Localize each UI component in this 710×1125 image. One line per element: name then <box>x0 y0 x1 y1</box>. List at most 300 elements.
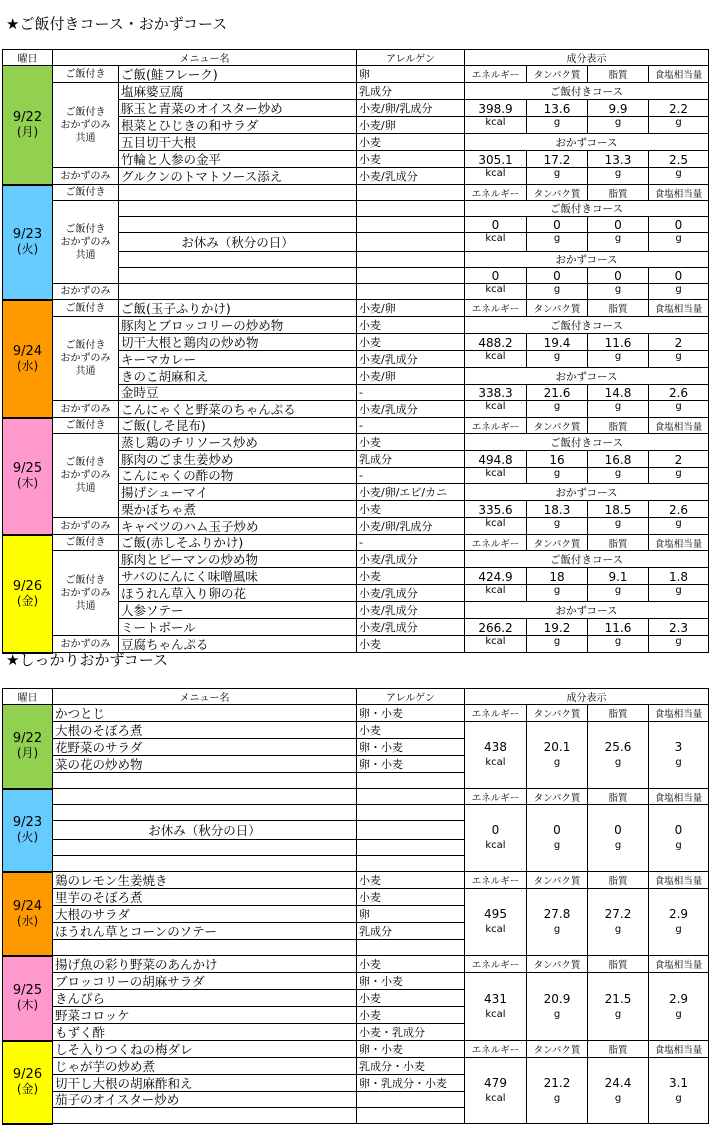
table-row <box>3 434 709 451</box>
gohan-course-label: ご飯付きコース <box>465 551 709 568</box>
nutrition-header: タンパク質 <box>527 185 588 201</box>
gohan-value: 11.6 <box>588 334 649 351</box>
okazu-value: 2.5 <box>649 151 709 168</box>
unit-label: kcal <box>465 468 527 484</box>
nutrition-header: タンパク質 <box>527 956 588 973</box>
day-cell <box>3 956 53 1041</box>
nutrition-header: タンパク質 <box>527 300 588 317</box>
unit-label: kcal <box>465 401 527 418</box>
gohan-course-label: ご飯付きコース <box>465 83 709 100</box>
okazu-value: 18.5 <box>588 501 649 518</box>
nutrition-value-cell <box>588 1058 649 1124</box>
menu-item: かつとじ <box>53 705 357 722</box>
header-nutrition: 成分表示 <box>465 50 709 66</box>
menu-item <box>53 805 357 821</box>
allergen-cell: 小麦/卵 <box>357 117 465 134</box>
menu-item: 金時豆 <box>119 385 357 401</box>
nutrition-value: 21.2 <box>543 1075 571 1090</box>
course-label-common <box>53 434 119 518</box>
allergen-cell <box>357 233 465 252</box>
gohan-value: 16 <box>527 451 588 468</box>
table-row <box>3 66 709 83</box>
allergen-cell: 小麦 <box>357 568 465 585</box>
nutrition-header: 食塩相当量 <box>649 66 709 83</box>
table-row <box>3 168 709 185</box>
unit-label: g <box>614 1092 622 1104</box>
nutrition-value-cell <box>527 805 588 872</box>
allergen-cell: 卵・小麦 <box>357 1041 465 1058</box>
nutrition-header: エネルギー <box>465 535 527 551</box>
course-label-line: ご飯付き <box>65 574 106 586</box>
menu-item: こんにゃくと野菜のちゃんぷる <box>119 401 357 418</box>
menu-item: ご飯(しそ昆布) <box>119 418 357 434</box>
allergen-cell: 卵・小麦 <box>357 973 465 990</box>
nutrition-value-cell <box>649 889 709 956</box>
course-label-line: おかずのみ <box>60 119 111 131</box>
gohan-value: 494.8 <box>465 451 527 468</box>
allergen-cell: 小麦/乳成分 <box>357 602 465 619</box>
unit-label: g <box>553 924 561 935</box>
day-cell <box>3 1041 53 1124</box>
unit-label: g <box>588 233 649 252</box>
nutrition-value: 479 <box>484 1075 507 1090</box>
nutrition-value-cell <box>649 805 709 872</box>
nutrition-value-cell <box>465 722 527 789</box>
allergen-cell: - <box>357 385 465 401</box>
unit-label: g <box>649 468 709 484</box>
allergen-cell: 小麦/乳成分 <box>357 619 465 636</box>
nutrition-value: 20.1 <box>543 740 571 754</box>
allergen-cell: 小麦/乳成分 <box>357 351 465 368</box>
menu-item: キーマカレー <box>119 351 357 368</box>
table-row <box>3 535 709 551</box>
unit-label: g <box>527 168 588 185</box>
okazu-course-label: おかずコース <box>465 368 709 385</box>
header-allergen: アレルゲン <box>357 689 465 705</box>
nutrition-value: 3 <box>674 740 683 754</box>
unit-label: g <box>588 117 649 134</box>
header-menu: メニュー名 <box>53 50 357 66</box>
nutrition-header: エネルギー <box>465 789 527 805</box>
menu-item: 豚肉のごま生姜炒め <box>119 451 357 468</box>
allergen-cell <box>357 789 465 805</box>
day-date: 9/23 <box>12 815 43 830</box>
menu-item: グルクンのトマトソース添え <box>119 168 357 185</box>
allergen-cell: 卵 <box>357 906 465 923</box>
allergen-cell: 小麦/卵/乳成分 <box>357 518 465 535</box>
unit-label: g <box>588 351 649 368</box>
header-day: 曜日 <box>3 50 53 66</box>
unit-label: g <box>527 518 588 535</box>
nutrition-value-cell <box>588 889 649 956</box>
okazu-value: 338.3 <box>465 385 527 401</box>
allergen-cell: 小麦 <box>357 990 465 1007</box>
nutrition-value: 438 <box>484 740 507 754</box>
course-label-line: 共通 <box>75 249 96 261</box>
allergen-cell: 卵・乳成分・小麦 <box>357 1075 465 1092</box>
unit-label: g <box>649 168 709 185</box>
okazu-course-label: おかずコース <box>465 134 709 151</box>
allergen-cell <box>357 856 465 872</box>
allergen-cell: 乳成分 <box>357 923 465 940</box>
allergen-cell: 小麦 <box>357 636 465 653</box>
nutrition-value: 2.9 <box>668 991 689 1006</box>
allergen-cell: 小麦 <box>357 434 465 451</box>
allergen-cell: 小麦/乳成分 <box>357 168 465 185</box>
course-label-line: おかずのみ <box>60 236 111 248</box>
menu-item <box>53 789 357 805</box>
okazu-value: 11.6 <box>588 619 649 636</box>
day-date: 9/25 <box>12 983 43 998</box>
unit-label: g <box>553 1092 561 1104</box>
course-label-line: 共通 <box>75 366 96 377</box>
day-cell <box>3 705 53 789</box>
nutrition-value-cell <box>588 722 649 789</box>
day-cell <box>3 185 53 300</box>
allergen-cell <box>357 185 465 201</box>
nutrition-header: エネルギー <box>465 300 527 317</box>
course-label-okazu: おかずのみ <box>53 284 119 300</box>
table-row <box>3 705 709 722</box>
unit-label: kcal <box>485 1008 506 1020</box>
day-date: 9/22 <box>12 731 43 747</box>
course-label-common <box>53 83 119 168</box>
unit-label: g <box>675 924 682 935</box>
menu-item: きのこ胡麻和え <box>119 368 357 385</box>
nutrition-header: 食塩相当量 <box>649 956 709 973</box>
allergen-cell: 卵・小麦 <box>357 705 465 722</box>
nutrition-header: タンパク質 <box>527 535 588 551</box>
allergen-cell: 小麦/卵/乳成分 <box>357 100 465 117</box>
allergen-cell: 小麦/卵 <box>357 300 465 317</box>
allergen-cell <box>357 201 465 217</box>
table-row <box>3 636 709 653</box>
nutrition-value-cell <box>527 889 588 956</box>
nutrition-header: 食塩相当量 <box>649 185 709 201</box>
unit-label: g <box>527 585 588 602</box>
course-label-okazu: おかずのみ <box>53 518 119 535</box>
nutrition-value-cell <box>649 973 709 1041</box>
nutrition-value-cell <box>649 1058 709 1124</box>
menu-item: きんぴら <box>53 990 357 1007</box>
nutrition-header: タンパク質 <box>527 789 588 805</box>
unit-label: g <box>614 924 622 935</box>
table-row <box>3 872 709 889</box>
day-cell <box>3 418 53 535</box>
unit-label: g <box>649 284 709 300</box>
nutrition-header: 食塩相当量 <box>649 418 709 434</box>
day-weekday: (木) <box>16 476 39 490</box>
table-row <box>3 1058 709 1075</box>
allergen-cell: 小麦 <box>357 151 465 168</box>
nutrition-header: 脂質 <box>588 872 649 889</box>
unit-label: g <box>527 233 588 252</box>
unit-label: g <box>675 1092 682 1104</box>
allergen-cell: 小麦/乳成分 <box>357 585 465 602</box>
nutrition-header: 脂質 <box>588 300 649 317</box>
okazu-value: 0 <box>588 268 649 284</box>
allergen-cell: 小麦・乳成分 <box>357 1024 465 1041</box>
unit-label: g <box>527 284 588 300</box>
nutrition-value: 20.9 <box>543 991 571 1006</box>
table-row <box>3 722 709 739</box>
allergen-cell <box>357 1108 465 1124</box>
course-label-line: おかずのみ <box>60 353 111 364</box>
nutrition-header: タンパク質 <box>527 418 588 434</box>
menu-item: こんにゃくの酢の物 <box>119 468 357 484</box>
allergen-cell <box>357 840 465 856</box>
menu-item <box>119 284 357 300</box>
table-row <box>3 201 709 217</box>
unit-label: kcal <box>465 351 527 368</box>
menu-item <box>119 252 357 268</box>
nutrition-header: タンパク質 <box>527 872 588 889</box>
day-weekday: (水) <box>16 913 39 928</box>
nutrition-value-cell <box>527 722 588 789</box>
nutrition-header: 食塩相当量 <box>649 300 709 317</box>
day-date: 9/24 <box>12 343 43 359</box>
table-row <box>3 401 709 418</box>
nutrition-header: エネルギー <box>465 956 527 973</box>
nutrition-header: エネルギー <box>465 705 527 722</box>
menu-item: ご飯(鮭フレーク) <box>119 66 357 83</box>
menu-item <box>53 773 357 789</box>
menu-item: 豚肉とブロッコリーの炒め物 <box>119 317 357 334</box>
nutrition-header: 脂質 <box>588 66 649 83</box>
menu-item: 塩麻婆豆腐 <box>119 83 357 100</box>
nutrition-header: 脂質 <box>588 956 649 973</box>
table-row <box>3 300 709 317</box>
gohan-value: 16.8 <box>588 451 649 468</box>
menu-item: じゃが芋の炒め煮 <box>53 1058 357 1075</box>
allergen-cell <box>357 940 465 956</box>
unit-label: kcal <box>465 233 527 252</box>
nutrition-header: 食塩相当量 <box>649 1041 709 1058</box>
unit-label: g <box>614 757 622 768</box>
table-row <box>3 317 709 334</box>
unit-label: g <box>588 168 649 185</box>
unit-label: kcal <box>485 1092 506 1104</box>
menu-item <box>53 940 357 956</box>
nutrition-value: 21.5 <box>604 991 632 1006</box>
gohan-value: 2 <box>649 334 709 351</box>
nutrition-header: エネルギー <box>465 418 527 434</box>
okazu-value: 18.3 <box>527 501 588 518</box>
menu-item: 切干し大根の胡麻酢和え <box>53 1075 357 1092</box>
day-weekday: (金) <box>16 1082 39 1096</box>
section2-title: ★しっかりおかずコース <box>6 651 168 669</box>
unit-label: g <box>649 233 709 252</box>
allergen-cell: 乳成分 <box>357 451 465 468</box>
okazu-value: 13.3 <box>588 151 649 168</box>
course-label-okazu: おかずのみ <box>53 636 119 653</box>
nutrition-value: 0 <box>491 823 500 837</box>
okazu-value: 2.6 <box>649 385 709 401</box>
nutrition-value-cell <box>527 973 588 1041</box>
day-date: 9/23 <box>12 227 43 242</box>
nutrition-value: 27.8 <box>543 907 571 921</box>
nutrition-value: 495 <box>484 907 507 921</box>
allergen-cell: 小麦 <box>357 1007 465 1024</box>
unit-label: g <box>614 1008 622 1020</box>
course-label-line: ご飯付き <box>65 340 106 351</box>
okazu-value: 21.6 <box>527 385 588 401</box>
okazu-value: 17.2 <box>527 151 588 168</box>
section1-title: ★ご飯付きコース・おかずコース <box>6 15 228 33</box>
gohan-course-label: ご飯付きコース <box>465 317 709 334</box>
nutrition-value: 27.2 <box>604 907 632 921</box>
okazu-value: 14.8 <box>588 385 649 401</box>
menu-item: 菜の花の炒め物 <box>53 756 357 773</box>
nutrition-header: 食塩相当量 <box>649 535 709 551</box>
day-weekday: (木) <box>16 998 39 1012</box>
holiday-note: お休み（秋分の日） <box>53 821 357 840</box>
table-row <box>3 83 709 100</box>
menu-item <box>119 268 357 284</box>
menu-item: ほうれん草とコーンのソテー <box>53 923 357 940</box>
unit-label: g <box>527 468 588 484</box>
unit-label: kcal <box>485 924 506 935</box>
menu-item: 揚げシューマイ <box>119 484 357 501</box>
menu-item: 五目切干大根 <box>119 134 357 151</box>
allergen-cell: 小麦 <box>357 956 465 973</box>
menu-item: 野菜コロッケ <box>53 1007 357 1024</box>
allergen-cell <box>357 252 465 268</box>
menu-item: 花野菜のサラダ <box>53 739 357 756</box>
unit-label: kcal <box>465 585 527 602</box>
course-label-gohan: ご飯付き <box>53 300 119 317</box>
gohan-value: 398.9 <box>465 100 527 117</box>
day-date: 9/22 <box>12 109 43 125</box>
unit-label: g <box>614 840 622 851</box>
menu-item: 里芋のそぼろ煮 <box>53 889 357 906</box>
nutrition-header: タンパク質 <box>527 705 588 722</box>
nutrition-header: エネルギー <box>465 1041 527 1058</box>
course-label-gohan: ご飯付き <box>53 185 119 201</box>
unit-label: g <box>588 518 649 535</box>
menu-item: 根菜とひじきの和サラダ <box>119 117 357 134</box>
nutrition-value: 24.4 <box>604 1075 632 1090</box>
course-label-line: ご飯付き <box>65 106 106 118</box>
day-cell <box>3 66 53 185</box>
allergen-cell: - <box>357 468 465 484</box>
nutrition-header: エネルギー <box>465 66 527 83</box>
menu-item: ご飯(赤しそふりかけ) <box>119 535 357 551</box>
day-cell <box>3 535 53 653</box>
allergen-cell: - <box>357 535 465 551</box>
nutrition-header: エネルギー <box>465 185 527 201</box>
allergen-cell: 小麦/乳成分 <box>357 551 465 568</box>
gohan-value: 0 <box>465 217 527 233</box>
day-date: 9/25 <box>12 461 43 476</box>
unit-label: kcal <box>465 168 527 185</box>
allergen-cell <box>357 805 465 821</box>
day-date: 9/24 <box>12 898 43 914</box>
table-row <box>3 805 709 821</box>
day-weekday: (月) <box>16 746 39 761</box>
unit-label: g <box>553 840 561 851</box>
allergen-cell: 小麦 <box>357 334 465 351</box>
nutrition-value-cell <box>465 805 527 872</box>
table-row <box>3 185 709 201</box>
okazu-value: 335.6 <box>465 501 527 518</box>
table-row <box>3 789 709 805</box>
menu-item: 茄子のオイスター炒め <box>53 1092 357 1108</box>
menu-item: 蒸し鶏のチリソース炒め <box>119 434 357 451</box>
gohan-value: 2 <box>649 451 709 468</box>
table-row <box>3 418 709 434</box>
nutrition-header: 脂質 <box>588 789 649 805</box>
unit-label: g <box>649 117 709 134</box>
course-label-common <box>53 201 119 284</box>
menu-item: 豆腐ちゃんぷる <box>119 636 357 653</box>
nutrition-value-cell <box>465 1058 527 1124</box>
unit-label: g <box>649 518 709 535</box>
menu-item: ブロッコリーの胡麻サラダ <box>53 973 357 990</box>
okazu-course-label: おかずコース <box>465 252 709 268</box>
unit-label: g <box>527 636 588 653</box>
unit-label: g <box>649 585 709 602</box>
day-weekday: (水) <box>16 358 39 373</box>
menu-item: 鶏のレモン生姜焼き <box>53 872 357 889</box>
unit-label: kcal <box>485 757 506 768</box>
header-menu: メニュー名 <box>53 689 357 705</box>
menu-item: しそ入りつくねの梅ダレ <box>53 1041 357 1058</box>
okazu-course-label: おかずコース <box>465 484 709 501</box>
nutrition-value: 3.1 <box>668 1075 689 1090</box>
allergen-cell: 小麦 <box>357 501 465 518</box>
allergen-cell: 小麦 <box>357 722 465 739</box>
nutrition-value-cell <box>588 973 649 1041</box>
allergen-cell: 卵・小麦 <box>357 756 465 773</box>
unit-label: g <box>527 401 588 418</box>
menu-item: 揚げ魚の彩り野菜のあんかけ <box>53 956 357 973</box>
gohan-value: 488.2 <box>465 334 527 351</box>
nutrition-header: タンパク質 <box>527 66 588 83</box>
table-row <box>3 889 709 906</box>
nutrition-value: 25.6 <box>604 740 632 754</box>
table-row <box>3 284 709 300</box>
nutrition-value: 431 <box>484 991 507 1006</box>
day-date: 9/26 <box>12 578 43 594</box>
unit-label: g <box>588 401 649 418</box>
course-label-line: 共通 <box>75 132 96 144</box>
course-label-line: ご飯付き <box>65 223 106 235</box>
header-nutrition: 成分表示 <box>465 689 709 705</box>
allergen-cell: 小麦 <box>357 872 465 889</box>
nutrition-header: 脂質 <box>588 1041 649 1058</box>
unit-label: g <box>588 636 649 653</box>
okazu-value: 2.6 <box>649 501 709 518</box>
menu-item: キャベツのハム玉子炒め <box>119 518 357 535</box>
nutrition-value: 0 <box>614 823 622 837</box>
gohan-value: 19.4 <box>527 334 588 351</box>
gohan-value: 424.9 <box>465 568 527 585</box>
unit-label: g <box>527 351 588 368</box>
menu-item: 豚玉と青菜のオイスター炒め <box>119 100 357 117</box>
table-row <box>3 973 709 990</box>
gohan-course-label: ご飯付きコース <box>465 201 709 217</box>
unit-label: g <box>649 401 709 418</box>
menu-item <box>119 201 357 217</box>
allergen-cell: 小麦/卵 <box>357 368 465 385</box>
menu-item: ミートボール <box>119 619 357 636</box>
day-date: 9/26 <box>12 1067 43 1082</box>
unit-label: g <box>675 757 682 768</box>
unit-label: g <box>649 636 709 653</box>
course-label-line: おかずのみ <box>60 587 111 599</box>
allergen-cell <box>357 217 465 233</box>
